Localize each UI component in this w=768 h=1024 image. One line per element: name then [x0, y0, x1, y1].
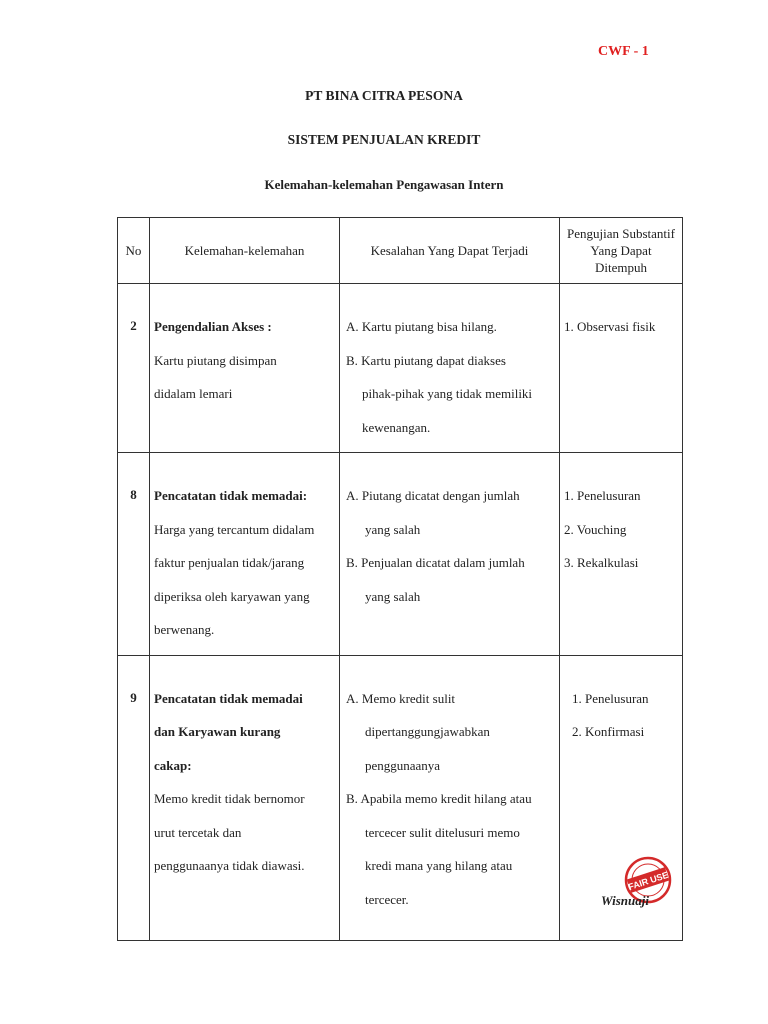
weakness-line: penggunaanya tidak diawasi. — [154, 858, 305, 873]
weakness-line: Harga yang tercantum didalam — [154, 521, 315, 537]
error-line: A. Memo kredit sulit — [346, 690, 456, 706]
weakness-cell — [150, 453, 340, 656]
error-line: penggunaanya — [365, 757, 441, 773]
error-line: tercecer. — [365, 891, 409, 907]
test-line: 3. Rekalkulasi — [564, 555, 639, 570]
weakness-line: Kartu piutang disimpan — [154, 352, 277, 368]
header-tests: Pengujian Substantif Yang Dapat Ditempuh — [560, 218, 683, 284]
table-row — [118, 284, 683, 453]
weakness-table — [117, 217, 683, 941]
weakness-line: diperiksa oleh karyawan yang — [154, 588, 310, 604]
row-number: 2 — [118, 284, 150, 453]
system-title: SISTEM PENJUALAN KREDIT — [287, 132, 481, 147]
error-line: tercecer sulit ditelusuri memo — [365, 824, 520, 840]
error-line: pihak-pihak yang tidak memiliki — [362, 386, 533, 401]
weakness-title: cakap: — [154, 757, 192, 773]
test-line: 1. Penelusuran — [572, 690, 649, 706]
error-line: B. Apabila memo kredit hilang atau — [346, 791, 532, 806]
fair-use-stamp — [598, 852, 678, 912]
stamp-text: FAIR USE — [627, 869, 670, 893]
test-line: 1. Observasi fisik — [564, 319, 656, 334]
document-code: CWF - 1 — [598, 44, 649, 59]
error-cell — [340, 453, 560, 656]
weakness-title: Pencatatan tidak memadai: — [154, 488, 308, 503]
weakness-line: berwenang. — [154, 622, 215, 637]
row-number: 9 — [118, 655, 150, 940]
header-errors: Kesalahan Yang Dapat Terjadi — [340, 218, 560, 284]
table-header-row — [118, 218, 683, 284]
error-line: B. Penjualan dicatat dalam jumlah — [346, 555, 525, 570]
test-line: 2. Konfirmasi — [572, 724, 645, 739]
test-line: 2. Vouching — [564, 521, 627, 537]
test-line: 1. Penelusuran — [564, 488, 641, 503]
table-row — [118, 453, 683, 656]
row-number: 8 — [118, 453, 150, 656]
error-line: A. Kartu piutang bisa hilang. — [346, 319, 497, 334]
error-cell — [340, 655, 560, 940]
error-cell — [340, 284, 560, 453]
weakness-line: urut tercetak dan — [154, 824, 242, 840]
weakness-title: dan Karyawan kurang — [154, 724, 281, 739]
weakness-line: faktur penjualan tidak/jarang — [154, 555, 305, 570]
test-cell — [560, 453, 683, 656]
weakness-line: didalam lemari — [154, 386, 233, 401]
weakness-title: Pencatatan tidak memadai — [154, 690, 303, 706]
header-weakness: Kelemahan-kelemahan — [150, 218, 340, 284]
signature: Wisnuaji — [601, 893, 649, 908]
error-line: A. Piutang dicatat dengan jumlah — [346, 488, 520, 503]
error-line: kewenangan. — [362, 419, 431, 435]
header-no: No — [118, 218, 150, 284]
error-line: dipertanggungjawabkan — [365, 724, 490, 739]
error-line: yang salah — [365, 521, 421, 537]
error-line: kredi mana yang hilang atau — [365, 858, 513, 873]
error-line: yang salah — [365, 588, 421, 604]
weakness-line: Memo kredit tidak bernomor — [154, 791, 305, 806]
weakness-cell — [150, 284, 340, 453]
test-cell — [560, 284, 683, 453]
weakness-cell — [150, 655, 340, 940]
error-line: B. Kartu piutang dapat diakses — [346, 352, 506, 368]
section-title: Kelemahan-kelemahan Pengawasan Intern — [264, 177, 504, 192]
company-title: PT BINA CITRA PESONA — [305, 88, 463, 103]
weakness-title: Pengendalian Akses : — [154, 319, 272, 334]
